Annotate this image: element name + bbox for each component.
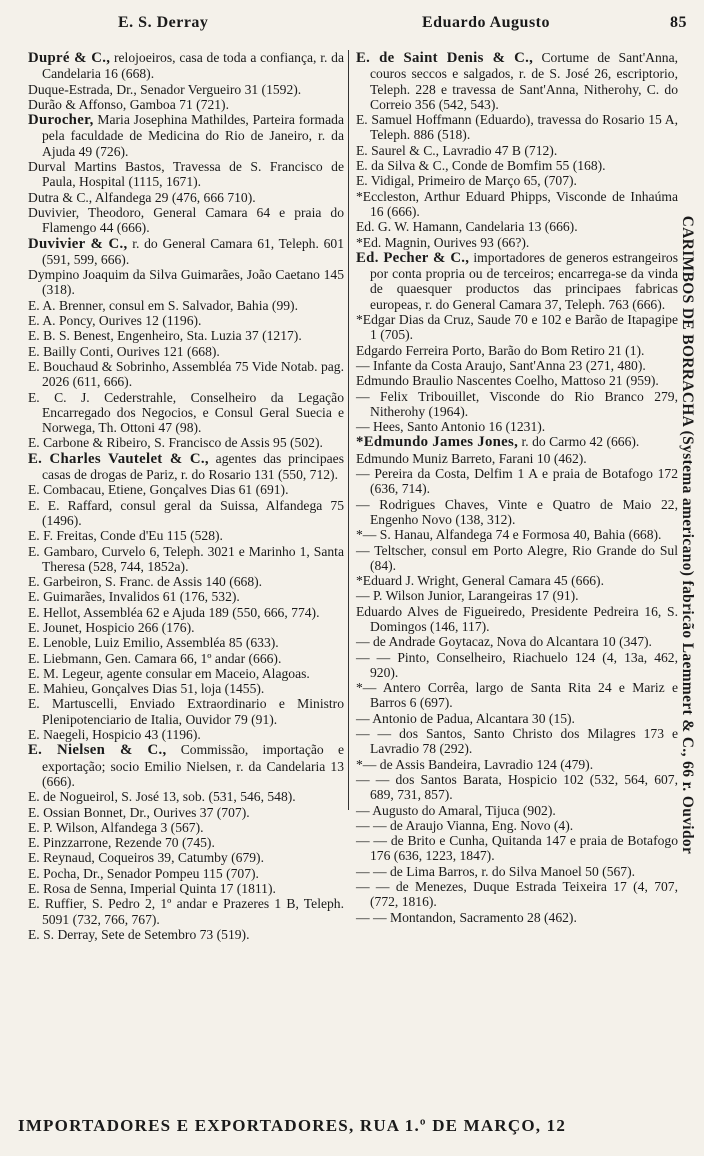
entry-text: E. Hellot, Assembléa 62 e Ajuda 189 (550, 666, 774). xyxy=(28,604,320,620)
entry-text: Cortume de Sant'Anna, couros seccos e salgados, r. de S. José 26, escriptorio, Teleph. 228 e travessa de Sant'Anna, Nitherohy, C. do Correio 356 (542, 543). xyxy=(370,50,678,112)
entry-text: E. Gambaro, Curvelo 6, Teleph. 3021 e Marinho 1, Santa Theresa (528, 744, 1852a). xyxy=(28,543,344,574)
entry-text: E. C. J. Cederstrahle, Conselheiro da Legação Encarregado dos Negocios, e Consul Geral Suecia e Norwega, Th. Ottoni 47 (98). xyxy=(28,389,344,436)
directory-entry xyxy=(28,544,344,575)
directory-entry xyxy=(28,574,344,589)
directory-entry xyxy=(28,820,344,835)
entry-text: E. Pocha, Dr., Senador Pompeu 115 (707). xyxy=(28,865,259,881)
entry-text: Durão & Affonso, Gamboa 71 (721). xyxy=(28,96,229,112)
directory-entry xyxy=(356,143,678,158)
entry-text: *— de Assis Bandeira, Lavradio 124 (479). xyxy=(356,756,594,772)
directory-entry xyxy=(28,742,344,789)
entry-text: — Rodrigues Chaves, Vinte e Quatro de Maio 22, Engenho Novo (138, 312). xyxy=(356,496,678,527)
directory-entry xyxy=(28,789,344,804)
entry-text: — — dos Santos Barata, Hospicio 102 (532, 564, 607, 689, 731, 857). xyxy=(356,771,678,803)
entry-text: — — Montandon, Sacramento 28 (462). xyxy=(356,909,577,925)
directory-entry xyxy=(28,681,344,696)
entry-text: E. F. Freitas, Conde d'Eu 115 (528). xyxy=(28,528,223,544)
directory-entry xyxy=(28,927,344,942)
entry-text: E. Vidigal, Primeiro de Março 65, (707). xyxy=(356,173,577,189)
directory-entry xyxy=(28,482,344,497)
directory-entry xyxy=(356,343,678,358)
directory-entry xyxy=(28,589,344,604)
entry-name: E. Charles Vautelet & C., xyxy=(28,450,209,467)
entry-text: E. Rosa de Senna, Imperial Quinta 17 (1811). xyxy=(28,881,276,897)
entry-text: Duque-Estrada, Dr., Senador Vergueiro 31 (1592). xyxy=(28,81,302,97)
entry-text: E. Pinzzarrone, Rezende 70 (745). xyxy=(28,835,215,851)
directory-entry xyxy=(356,803,678,818)
header-center: Eduardo Augusto xyxy=(422,14,550,31)
directory-entry xyxy=(356,772,678,803)
directory-entry xyxy=(28,50,344,82)
directory-entry xyxy=(356,466,678,497)
directory-entry xyxy=(28,727,344,742)
directory-entry xyxy=(356,312,678,343)
directory-entry xyxy=(28,896,344,927)
entry-name: Durocher, xyxy=(28,112,94,129)
directory-entry xyxy=(28,605,344,620)
directory-entry xyxy=(356,726,678,757)
entry-text: — Infante da Costa Araujo, Sant'Anna 23 (271, 480). xyxy=(356,357,646,373)
directory-entry xyxy=(356,173,678,188)
side-advertisement xyxy=(672,70,702,1000)
directory-entry xyxy=(28,528,344,543)
entry-text: E. Saurel & C., Lavradio 47 B (712). xyxy=(356,142,558,158)
entry-text: Duvivier, Theodoro, General Camara 64 e praia do Flamengo 44 (666). xyxy=(28,204,344,236)
entry-text: Eduardo Alves de Figueiredo, Presidente Pedreira 16, S. Domingos (146, 117). xyxy=(356,603,678,634)
entry-text: E. Bouchaud & Sobrinho, Assembléa 75 Vide Notab. pag. 2026 (611, 666). xyxy=(28,358,344,390)
directory-entry xyxy=(356,573,678,588)
directory-entry xyxy=(28,390,344,436)
entry-name: E. Nielsen & C., xyxy=(28,742,167,759)
directory-entry xyxy=(28,205,344,236)
directory-entry xyxy=(356,604,678,635)
entry-text: — — Pinto, Conselheiro, Riachuelo 124 (4, 13a, 462, 920). xyxy=(356,649,678,680)
entry-text: *Ed. Magnin, Ourives 93 (66?). xyxy=(356,234,530,250)
entry-text: E. Martuscelli, Enviado Extraordinario e Ministro Plenipotenciario de Italia, Ouvidor 79 (91). xyxy=(28,696,344,727)
entry-name: Duvivier & C., xyxy=(28,235,128,252)
directory-entry xyxy=(28,451,344,483)
directory-entry xyxy=(356,389,678,420)
entry-text: E. Guimarães, Invalidos 61 (176, 532). xyxy=(28,589,240,605)
footer-advertisement: IMPORTADORES E EXPORTADORES, RUA 1.º DE MARÇO, 12 xyxy=(18,1116,567,1135)
entry-text: — Hees, Santo Antonio 16 (1231). xyxy=(356,419,546,435)
directory-entry xyxy=(356,451,678,466)
directory-entry xyxy=(356,910,678,925)
column-divider xyxy=(348,50,349,810)
directory-entry xyxy=(28,696,344,727)
directory-entry xyxy=(356,158,678,173)
directory-entry xyxy=(356,864,678,879)
directory-entry xyxy=(356,818,678,833)
entry-text: E. A. Brenner, consul em S. Salvador, Bahia (99). xyxy=(28,297,298,313)
entry-text: E. Naegeli, Hospicio 43 (1196). xyxy=(28,727,201,743)
directory-entry xyxy=(28,651,344,666)
entry-text: *— S. Hanau, Alfandega 74 e Formosa 40, Bahia (668). xyxy=(356,527,662,543)
entry-text: — Pereira da Costa, Delfim 1 A e praia de Botafogo 172 (636, 714). xyxy=(356,466,678,497)
directory-entry xyxy=(28,313,344,328)
directory-entry xyxy=(356,650,678,681)
entry-text: importadores de generos estrangeiros por conta propria ou de terceiros; encarrega-se da vinda de quaesquer productos das principaes fabricas europeas, r. do General Camara 37, Teleph. 763 (666). xyxy=(370,249,678,312)
entry-text: — — de Lima Barros, r. do Silva Manoel 50 (567). xyxy=(356,863,636,879)
entry-text: — — de Menezes, Duque Estrada Teixeira 17 (4, 707, (772, 1816). xyxy=(356,879,678,910)
entry-text: Edgardo Ferreira Porto, Barão do Bom Retiro 21 (1). xyxy=(356,342,645,358)
entry-text: E. Lenoble, Luiz Emilio, Assembléa 85 (633). xyxy=(28,635,279,651)
entry-text: *Eccleston, Arthur Eduard Phipps, Visconde de Inhaúma 16 (666). xyxy=(356,188,678,219)
directory-entry xyxy=(356,879,678,910)
entry-text: E. da Silva & C., Conde de Bomfim 55 (168). xyxy=(356,158,606,174)
directory-entry xyxy=(28,82,344,97)
directory-entry xyxy=(356,434,678,450)
directory-entry xyxy=(28,835,344,850)
header-left: E. S. Derray xyxy=(118,14,209,31)
entry-name: Dupré & C., xyxy=(28,50,111,66)
directory-entry xyxy=(28,881,344,896)
entry-text: — Teltscher, consul em Porto Alegre, Rio Grande do Sul (84). xyxy=(356,542,678,573)
directory-entry xyxy=(28,328,344,343)
entry-name: *Edmundo James Jones, xyxy=(356,434,519,451)
directory-entry xyxy=(28,159,344,190)
entry-text: *Eduard J. Wright, General Camara 45 (666). xyxy=(356,573,604,589)
entry-text: — P. Wilson Junior, Larangeiras 17 (91). xyxy=(356,588,579,604)
directory-entry xyxy=(356,219,678,234)
directory-entry xyxy=(28,850,344,865)
entry-text: — — de Brito e Cunha, Quitanda 147 e praia de Botafogo 176 (636, 1223, 1847). xyxy=(356,833,678,864)
entry-text: E. E. Raffard, consul geral da Suissa, Alfandega 75 (1496). xyxy=(28,497,344,528)
entry-text: E. Reynaud, Coqueiros 39, Catumby (679). xyxy=(28,850,264,866)
entry-text: r. do General Camara 61, Teleph. 601 (591, 599, 666). xyxy=(42,235,345,267)
directory-entry xyxy=(356,373,678,388)
directory-entry xyxy=(28,805,344,820)
directory-entry xyxy=(28,498,344,529)
directory-entry xyxy=(28,97,344,112)
entry-text: Commissão, importação e exportação; socio Emilio Nielsen, r. da Candelaria 13 (666). xyxy=(42,742,344,789)
entry-text: E. Combacau, Etiene, Gonçalves Dias 61 (691). xyxy=(28,482,289,498)
directory-entry xyxy=(356,112,678,143)
entry-text: — — de Araujo Vianna, Eng. Novo (4). xyxy=(356,817,574,833)
directory-entry xyxy=(356,235,678,250)
entry-text: Edmundo Muniz Barreto, Farani 10 (462). xyxy=(356,450,587,466)
entry-text: E. Jounet, Hospicio 266 (176). xyxy=(28,619,195,635)
entry-text: — de Andrade Goytacaz, Nova do Alcantara 10 (347). xyxy=(356,634,652,650)
entry-text: E. Ruffier, S. Pedro 2, 1º andar e Prazeres 1 B, Teleph. 5091 (732, 766, 767). xyxy=(28,896,344,927)
directory-entry xyxy=(28,298,344,313)
entry-text: E. Bailly Conti, Ourives 121 (668). xyxy=(28,343,220,359)
directory-entry xyxy=(28,190,344,205)
directory-entry xyxy=(28,620,344,635)
side-banner-text: CARIMBOS DE BORRACHA (Systema americano) fabricão Laemmert & C., 66 r. Ouvidor xyxy=(679,215,696,855)
entry-text: E. P. Wilson, Alfandega 3 (567). xyxy=(28,819,204,835)
page-number: 85 xyxy=(670,14,687,31)
entry-text: E. M. Legeur, agente consular em Maceio, Alagoas. xyxy=(28,665,310,681)
directory-entry xyxy=(28,435,344,450)
directory-entry xyxy=(356,358,678,373)
directory-entry xyxy=(28,344,344,359)
entry-text: — Augusto do Amaral, Tijuca (902). xyxy=(356,802,556,818)
directory-entry xyxy=(28,359,344,390)
entry-text: Ed. G. W. Hamann, Candelaria 13 (666). xyxy=(356,219,578,235)
entry-text: E. Samuel Hoffmann (Eduardo), travessa do Rosario 15 A, Teleph. 886 (518). xyxy=(356,112,678,143)
entry-text: agentes das principaes casas de drogas de Pariz, r. do Rosario 131 (550, 712). xyxy=(42,450,344,483)
directory-entry xyxy=(356,543,678,574)
directory-entry xyxy=(28,666,344,681)
entry-text: *— Antero Corrêa, largo de Santa Rita 24 e Mariz e Barros 6 (697). xyxy=(356,680,678,711)
entry-text: Durval Martins Bastos, Travessa de S. Francisco de Paula, Hospital (1115, 1671). xyxy=(28,159,344,190)
entry-text: r. do Carmo 42 (666). xyxy=(518,434,640,450)
entry-text: E. Liebmann, Gen. Camara 66, 1º andar (666). xyxy=(28,650,282,666)
directory-entry xyxy=(28,236,344,268)
entry-name: Ed. Pecher & C., xyxy=(356,249,470,266)
left-column xyxy=(28,50,344,942)
right-column xyxy=(356,50,678,925)
directory-entry xyxy=(356,250,678,312)
directory-entry xyxy=(356,588,678,603)
directory-entry xyxy=(28,866,344,881)
directory-entry xyxy=(28,112,344,159)
directory-entry xyxy=(356,50,678,112)
directory-entry xyxy=(356,833,678,864)
entry-name: E. de Saint Denis & C., xyxy=(356,50,534,66)
directory-entry xyxy=(356,680,678,711)
entry-text: E. Ossian Bonnet, Dr., Ourives 37 (707). xyxy=(28,804,250,820)
directory-entry xyxy=(356,527,678,542)
entry-text: E. de Nogueirol, S. José 13, sob. (531, 546, 548). xyxy=(28,789,296,805)
page-header xyxy=(0,14,704,38)
entry-text: Maria Josephina Mathildes, Parteira formada pela faculdade de Medicina do Rio de Janeiro, r. da Ajuda 49 (726). xyxy=(42,112,344,159)
entry-text: E. Mahieu, Gonçalves Dias 51, loja (1455). xyxy=(28,681,265,697)
entry-text: E. B. S. Benest, Engenheiro, Sta. Luzia 37 (1217). xyxy=(28,328,302,344)
entry-text: Dympino Joaquim da Silva Guimarães, João Caetano 145 (318). xyxy=(28,267,344,298)
entry-text: E. S. Derray, Sete de Setembro 73 (519). xyxy=(28,926,250,942)
entry-text: E. Carbone & Ribeiro, S. Francisco de Assis 95 (502). xyxy=(28,435,323,451)
entry-text: Dutra & C., Alfandega 29 (476, 666 710). xyxy=(28,189,256,205)
directory-entry xyxy=(28,267,344,298)
entry-text: *Edgar Dias da Cruz, Saude 70 e 102 e Barão de Itapagipe 1 (705). xyxy=(356,312,678,343)
entry-text: relojoeiros, casa de toda a confiança, r. da Candelaria 16 (668). xyxy=(42,50,345,82)
directory-entry xyxy=(356,634,678,649)
directory-entry xyxy=(356,757,678,772)
entry-text: E. Garbeiron, S. Franc. de Assis 140 (668). xyxy=(28,574,263,590)
directory-entry xyxy=(356,711,678,726)
directory-entry xyxy=(356,419,678,434)
entry-text: Edmundo Braulio Nascentes Coelho, Mattoso 21 (959). xyxy=(356,373,659,389)
directory-entry xyxy=(356,497,678,528)
entry-text: — Antonio de Padua, Alcantara 30 (15). xyxy=(356,710,575,726)
directory-entry xyxy=(28,635,344,650)
entry-text: E. A. Poncy, Ourives 12 (1196). xyxy=(28,313,202,329)
entry-text: — — dos Santos, Santo Christo dos Milagres 173 e Lavradio 78 (292). xyxy=(356,726,678,757)
entry-text: — Felix Tribouillet, Visconde do Rio Branco 279, Nitherohy (1964). xyxy=(356,388,678,419)
directory-entry xyxy=(356,189,678,220)
